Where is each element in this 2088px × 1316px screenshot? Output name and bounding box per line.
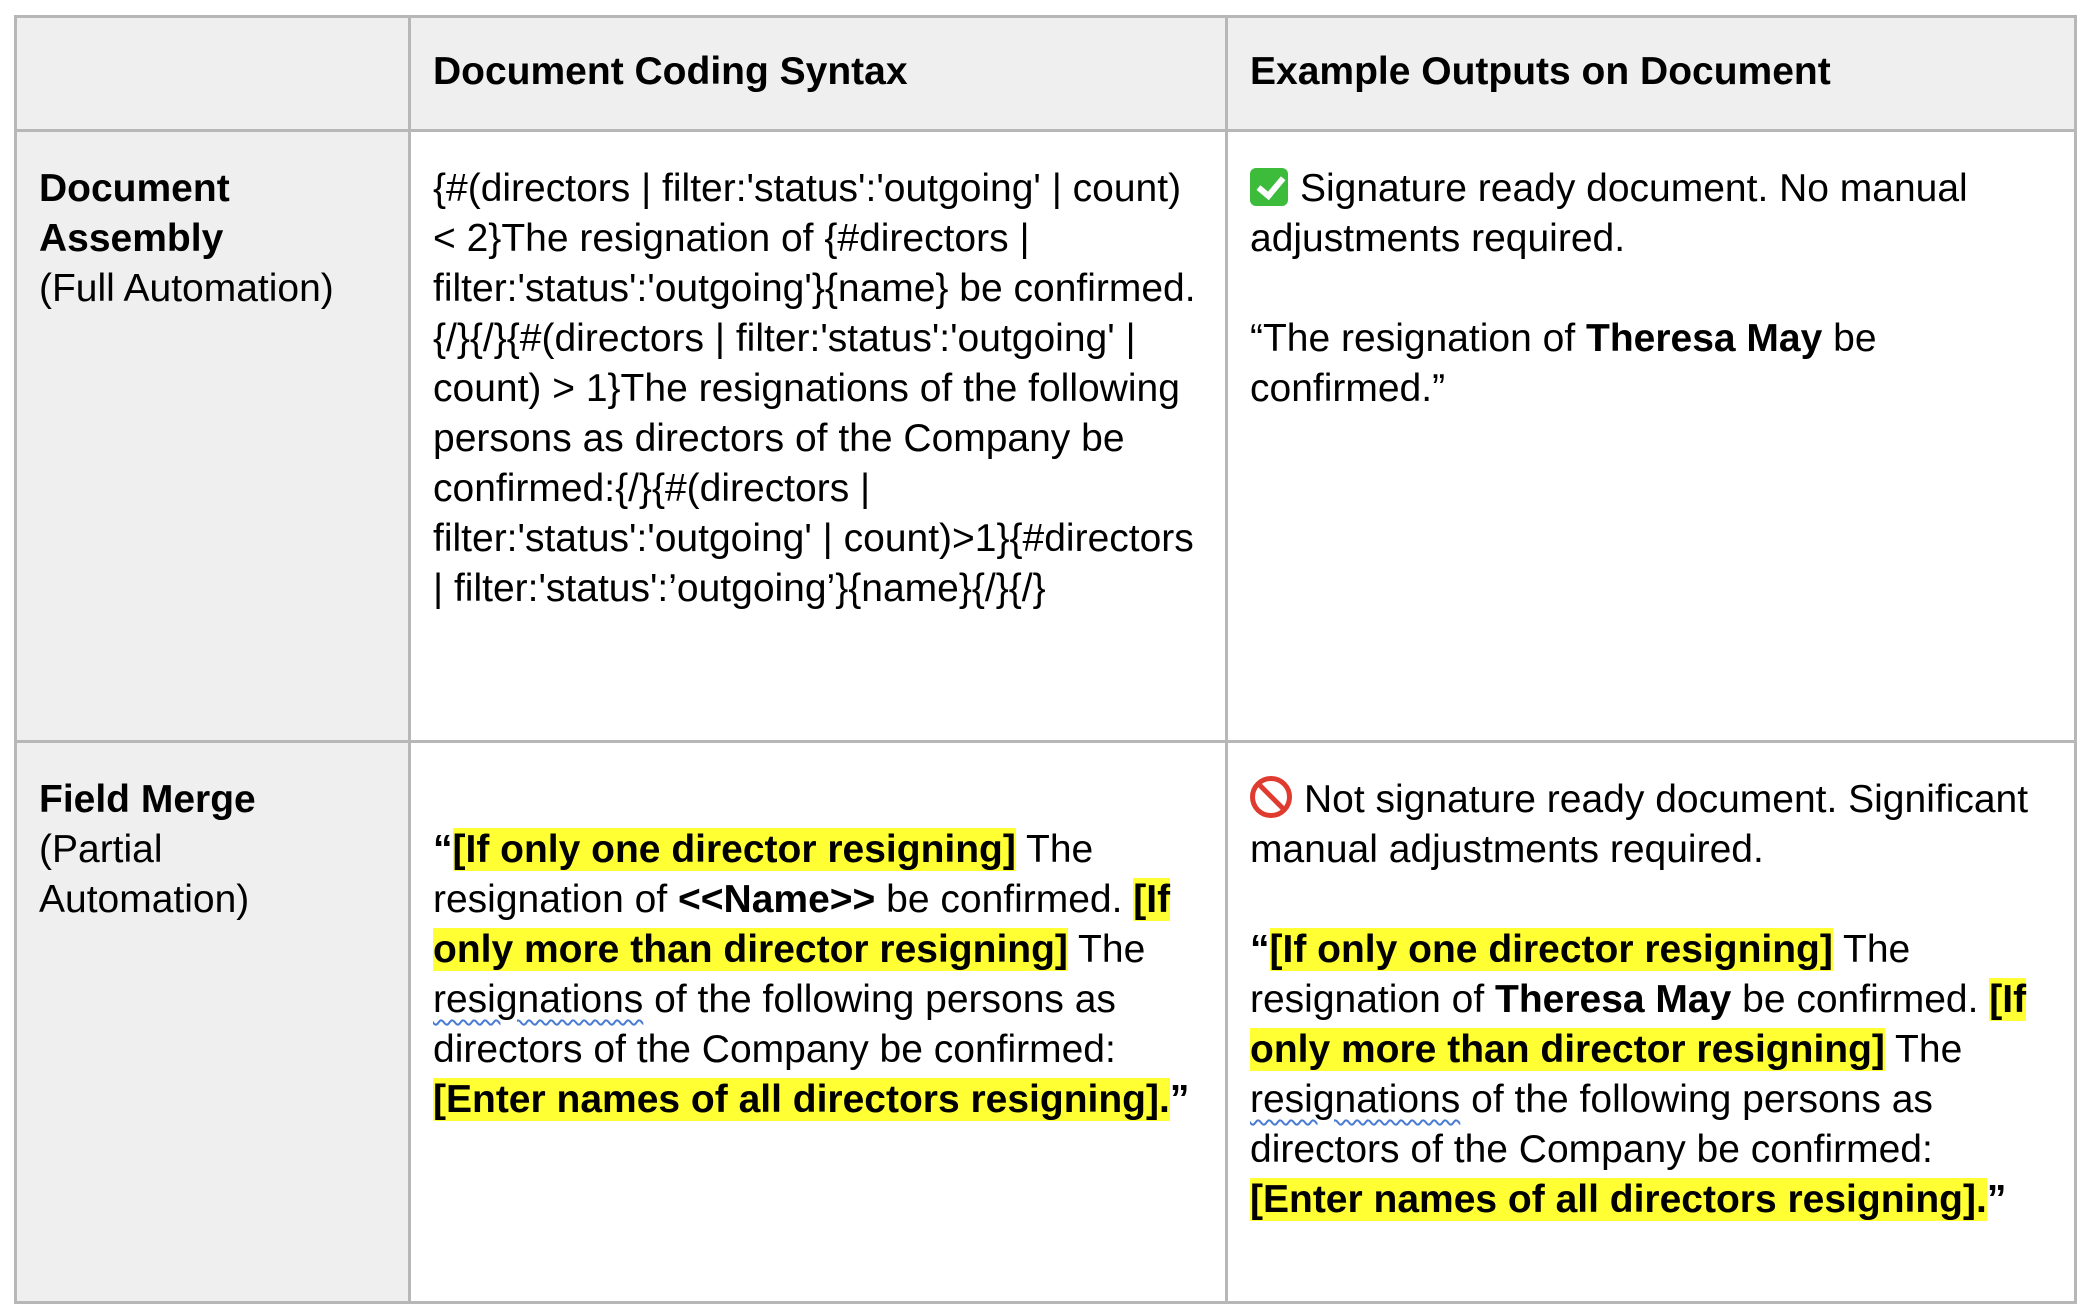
output-example: “[If only one director resigning] The resignation of Theresa May be confirmed. [If only more than director resigning] The resignations of the following persons as directors of the Company be confirmed: [Enter names of all directors resigning].” <box>1250 928 2027 1221</box>
spellcheck-word: resignations <box>1250 1078 1461 1121</box>
row-label-cell <box>16 131 410 742</box>
director-name: Theresa May <box>1586 317 1823 360</box>
syntax-cell <box>410 742 1227 1303</box>
output-cell <box>1227 131 2076 742</box>
header-cell-outputs: Example Outputs on Document <box>1227 17 2076 131</box>
row-title: Document Assembly <box>39 167 230 260</box>
table-row-field-merge <box>16 742 2076 1303</box>
header-row <box>16 17 2076 131</box>
check-mark-icon <box>1250 168 1288 206</box>
row-title: Field Merge <box>39 778 256 821</box>
row-subtitle: (Full Automation) <box>39 267 334 310</box>
highlight-enter-names: [Enter names of all directors resigning]. <box>433 1078 1170 1121</box>
highlight-one-director: [If only one director resigning] <box>1269 928 1833 971</box>
table-row-document-assembly <box>16 131 2076 742</box>
highlight-more-directors: [If only more than director resigning] <box>1250 978 2027 1071</box>
header-cell-syntax: Document Coding Syntax <box>410 17 1227 131</box>
highlight-enter-names: [Enter names of all directors resigning]. <box>1250 1178 1987 1221</box>
name-placeholder: <<Name>> <box>678 878 876 921</box>
output-status: Signature ready document. No manual adjustments required. <box>1250 167 1968 260</box>
output-status: Not signature ready document. Significant manual adjustments required. <box>1250 778 2029 871</box>
output-cell <box>1227 742 2076 1303</box>
row-subtitle: (Partial Automation) <box>39 828 250 921</box>
coding-syntax-text: {#(directors | filter:'status':'outgoing' | count) < 2}The resignation of {#directors | filter:'status':'outgoing'}{name} be confirmed.{/}{/}{#(directors | filter:'status':'outgoing' | count) > 1}The resignations of the following persons as directors of the Company be confirmed:{/}{#(directors | filter:'status':'outgoing' | count)>1}{#directors | filter:'status':’outgoing’}{name}{/}{/} <box>433 167 1196 610</box>
director-name: Theresa May <box>1495 978 1732 1021</box>
header-cell-empty <box>16 17 410 131</box>
row-label-cell <box>16 742 410 1303</box>
no-entry-icon <box>1250 776 1292 818</box>
merge-syntax-text: “[If only one director resigning] The resignation of <<Name>> be confirmed. [If only more than director resigning] The resignations of the following persons as directors of the Company be confirmed: [Enter names of all directors resigning].” <box>433 828 1190 1121</box>
syntax-cell <box>410 131 1227 742</box>
spellcheck-word: resignations <box>433 978 644 1021</box>
output-example: “The resignation of Theresa May be confirmed.” <box>1250 317 1877 410</box>
comparison-table <box>14 15 2077 1304</box>
highlight-one-director: [If only one director resigning] <box>452 828 1016 871</box>
highlight-more-directors: [If only more than director resigning] <box>433 878 1171 971</box>
